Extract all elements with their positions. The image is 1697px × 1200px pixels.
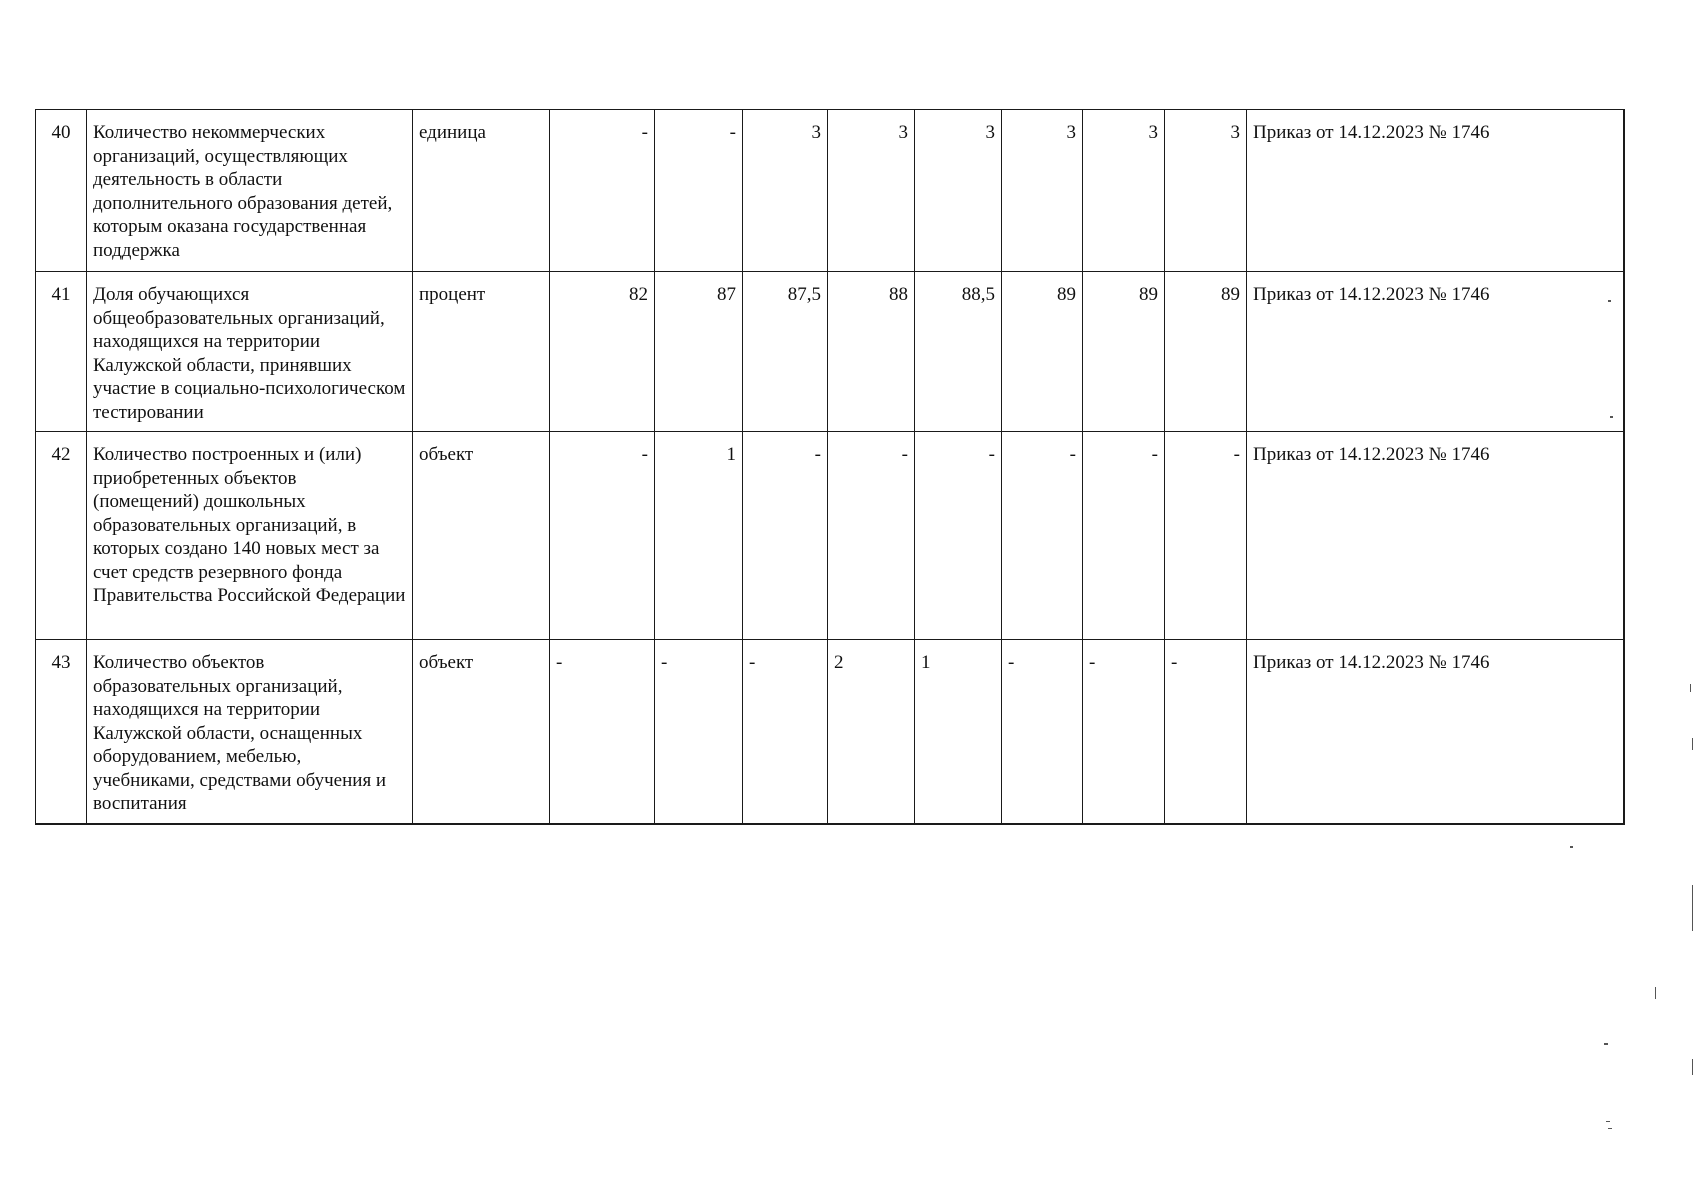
row-number: 43 — [36, 640, 87, 825]
value-cell: - — [1083, 432, 1165, 640]
scan-speck — [1570, 846, 1573, 848]
table-row — [36, 640, 1624, 825]
unit-of-measure: объект — [413, 432, 550, 640]
value-cell: - — [1002, 432, 1083, 640]
value-cell: - — [550, 432, 655, 640]
indicator-name: Количество объектов образовательных организаций, находящихся на территории Калужской области, оснащенных оборудованием, мебелью, учебниками, средствами обучения и воспитания — [87, 640, 413, 825]
value-cell: - — [1165, 432, 1247, 640]
row-number: 40 — [36, 110, 87, 272]
value-cell: 3 — [915, 110, 1002, 272]
value-cell: 89 — [1002, 272, 1083, 432]
scan-speck — [1604, 1043, 1608, 1045]
value-cell: 88 — [828, 272, 915, 432]
value-cell: - — [915, 432, 1002, 640]
table-row — [36, 432, 1624, 640]
value-cell: 2 — [828, 640, 915, 825]
value-cell: - — [550, 110, 655, 272]
scan-speck — [1692, 1059, 1693, 1075]
scan-speck — [1608, 1128, 1612, 1129]
scan-speck — [1690, 684, 1691, 692]
scan-speck — [1608, 300, 1611, 302]
table-row — [36, 110, 1624, 272]
value-cell: 1 — [655, 432, 743, 640]
value-cell: - — [550, 640, 655, 825]
scan-speck — [1606, 1121, 1610, 1122]
unit-of-measure: единица — [413, 110, 550, 272]
value-cell: 3 — [1002, 110, 1083, 272]
indicator-name: Количество построенных и (или) приобретенных объектов (помещений) дошкольных образовательных организаций, в которых создано 140 новых мест за счет средств резервного фонда Правительства Российской Федерации — [87, 432, 413, 640]
value-cell: 3 — [743, 110, 828, 272]
scan-speck — [1610, 416, 1613, 418]
value-cell: 82 — [550, 272, 655, 432]
scan-speck — [1655, 987, 1656, 999]
value-cell: 3 — [828, 110, 915, 272]
value-cell: - — [743, 432, 828, 640]
row-number: 41 — [36, 272, 87, 432]
scan-speck — [1692, 885, 1693, 931]
value-cell: 89 — [1083, 272, 1165, 432]
value-cell: - — [655, 110, 743, 272]
indicator-name: Количество некоммерческих организаций, осуществляющих деятельность в области дополнительного образования детей, которым оказана государственная поддержка — [87, 110, 413, 272]
value-cell: 87 — [655, 272, 743, 432]
value-cell: 3 — [1083, 110, 1165, 272]
value-cell: 3 — [1165, 110, 1247, 272]
source-document: Приказ от 14.12.2023 № 1746 — [1247, 432, 1624, 640]
indicator-name: Доля обучающихся общеобразовательных организаций, находящихся на территории Калужской области, принявших участие в социально-психологическом тестировании — [87, 272, 413, 432]
value-cell: - — [1002, 640, 1083, 825]
indicators-table — [35, 109, 1625, 825]
value-cell: - — [1083, 640, 1165, 825]
value-cell: 87,5 — [743, 272, 828, 432]
value-cell: - — [655, 640, 743, 825]
value-cell: - — [828, 432, 915, 640]
source-document: Приказ от 14.12.2023 № 1746 — [1247, 110, 1624, 272]
scan-speck — [1692, 738, 1693, 750]
value-cell: 89 — [1165, 272, 1247, 432]
unit-of-measure: процент — [413, 272, 550, 432]
unit-of-measure: объект — [413, 640, 550, 825]
source-document: Приказ от 14.12.2023 № 1746 — [1247, 640, 1624, 825]
row-number: 42 — [36, 432, 87, 640]
value-cell: 88,5 — [915, 272, 1002, 432]
table-row — [36, 272, 1624, 432]
source-document: Приказ от 14.12.2023 № 1746 — [1247, 272, 1624, 432]
value-cell: 1 — [915, 640, 1002, 825]
value-cell: - — [743, 640, 828, 825]
value-cell: - — [1165, 640, 1247, 825]
